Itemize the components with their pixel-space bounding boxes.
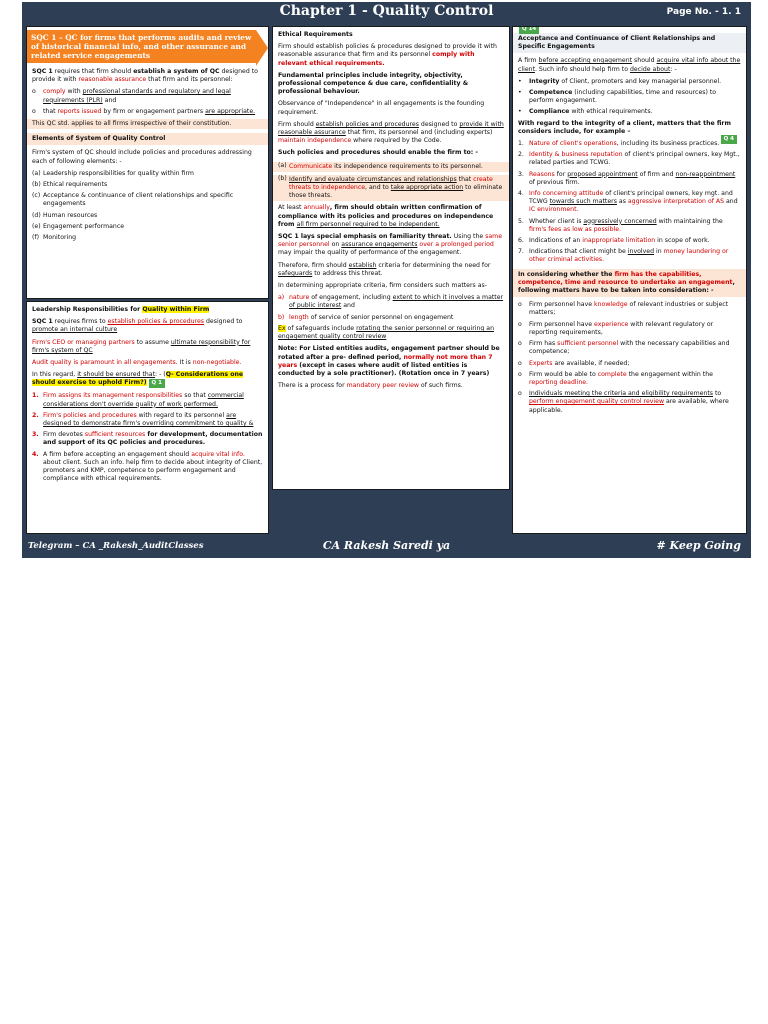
list-text: Compliance (529, 108, 570, 116)
ethical-p3: Observance of "Independence" in all engagements is the founding requirement. (278, 100, 485, 116)
list-text: Firm assigns its management responsibilities (43, 392, 183, 400)
list-item: o that reports issued by firm or engagement partners are appropriate. (32, 107, 256, 115)
sqc1-banner: SQC 1 – QC for firms that performs audits and review of historical financial info, and other assurance and related service engagements (27, 30, 256, 63)
list-text: Competence (529, 89, 573, 97)
list-marker: 1. (32, 392, 39, 400)
ethical-p6: At least annually, firm should obtain written confirmation of compliance with its policies and procedures on independence from all firm personnel required to be independent. (278, 204, 494, 228)
list-item: 2. Identity & business reputation of client's principal owners, key Mgt., related parties and TCWG. (518, 151, 740, 167)
ethical-p4: Firm should establish policies and procedures designed to provide it with reasonable assurance that firm, its personnel and (including experts) maintain independence where required by the Code. (278, 120, 504, 145)
list-item: 7. Indications that client might be involved in money laundering or other criminal activities. (518, 248, 729, 264)
ethical-p5: Such policies and procedures should enable the firm to: - (278, 149, 478, 157)
list-item: 6. Indications of an inappropriate limitation in scope of work. (518, 237, 710, 245)
bullet-marker: • (518, 77, 522, 85)
bullet-marker: • (518, 108, 522, 116)
page-number: Page No. - 1. 1 (666, 7, 741, 17)
ethical-p8: Therefore, firm should establish criteria for determining the need for safeguards to address this threat. (278, 261, 491, 277)
footer-motto: # Keep Going (656, 539, 741, 552)
list-marker: (f) (32, 234, 40, 242)
list-item: b) length of service of senior personnel on engagement (278, 313, 454, 321)
list-text: A firm before accepting an engagement should (43, 450, 192, 458)
sqc1-intro: SQC 1 requires that firm should establish a system of QC designed to provide it with reasonable assurance that firm and its personnel: (32, 68, 258, 84)
q1-badge: Q 1 (149, 379, 165, 388)
page-header (22, 2, 751, 24)
acceptance-title: Acceptance and Continuance of Client Relationships and Specific Engagements (513, 33, 746, 53)
elements-title: Elements of System of Quality Control (27, 133, 268, 145)
list-marker: 4. (32, 450, 39, 458)
list-item (32, 170, 263, 178)
chapter-title: Chapter 1 - Quality Control (279, 3, 494, 19)
leadership-p2: Firm's CEO or managing partners to assume ultimate responsibility for firm's system of QC (32, 338, 251, 354)
leadership-p3: Audit quality is paramount in all engagements. It is non-negotiable. (32, 359, 242, 367)
list-text: Human resources (43, 211, 98, 219)
list-text: commercial considerations don't override quality of work performed. (43, 392, 244, 408)
list-item (32, 234, 263, 242)
ethical-p11: Note: For Listed entities audits, engagement partner should be rotated after a pre- defined period, normally not more than 7 years (except in cases where audit of listed entities is conducted by a sole practitioner). (Rotation once in 7 years) (278, 345, 500, 377)
list-item: (b) Identify and evaluate circumstances and relationships that create threats to independence, and to take appropriate action to eliminate those threats. (273, 175, 509, 202)
list-text: Monitoring (43, 234, 77, 242)
list-text: Engagement performance (43, 222, 125, 230)
ethical-title: Ethical Requirements (278, 31, 353, 38)
list-text: Leadership responsibilities for quality within firm (43, 169, 194, 177)
list-item (518, 89, 741, 105)
list-marker: 2. (32, 411, 39, 419)
list-item (518, 108, 741, 116)
list-item: o Firm personnel have knowledge of relevant industries or subject matters; (518, 301, 729, 317)
ethical-panel (272, 26, 510, 490)
leadership-p1: SQC 1 requires firms to establish policies & procedures designed to promote an internal culture (32, 318, 243, 334)
list-text: with regard to its personnel (136, 411, 227, 419)
list-text: about client. Such an info. help firm to decide about integrity of Client, promoters and KMP, competence to perform engagement and compliance with ethical requirements. (43, 458, 263, 483)
list-marker: (b) (32, 181, 41, 189)
elements-list (27, 170, 268, 242)
ethical-p2: Fundamental principles include integrity, objectivity, professional competence & due care, confidentiality & professional behaviour. (278, 71, 469, 96)
bullet-marker: • (518, 89, 522, 97)
list-item: 1. Nature of client's operations, including its business practices. (518, 140, 720, 148)
list-text: sufficient resources (84, 431, 146, 439)
applies-note: This QC std. applies to all firms irrespective of their constitution. (27, 119, 268, 129)
list-text: (including capabilities, time and resources) to perform engagement. (529, 89, 717, 105)
q14-badge: Q 14 (519, 26, 539, 34)
list-item: o Firm personnel have experience with relevant regulatory or reporting requirements, (518, 320, 714, 336)
list-item: a) nature of engagement, including extent to which it involves a matter of public interest and (278, 294, 504, 310)
list-text: so that (182, 392, 208, 400)
list-text: Acceptance & continuance of client relationships and specific engagements (43, 192, 234, 208)
list-item (32, 431, 263, 447)
page-footer (22, 537, 751, 557)
list-text: Ethical requirements (43, 181, 108, 189)
list-marker: 3. (32, 431, 39, 439)
ethical-p9: In determining appropriate criteria, firm considers such matters as- (278, 282, 487, 290)
list-text: are designed to demonstrate firm's overriding commitment to quality & (43, 411, 254, 428)
list-text: Firm's policies and procedures (43, 411, 137, 419)
list-item: o Individuals meeting the criteria and eligibility requirements to perform engagement quality control review are available, where applicable. (518, 390, 729, 414)
list-item: o comply with professional standards and regulatory and legal requirements (PLR) and (32, 88, 231, 104)
list-item (32, 223, 263, 231)
list-item (32, 451, 263, 484)
ethical-p12: There is a process for mandatory peer review of such firms. (278, 382, 463, 390)
list-item (32, 192, 263, 208)
list-item: 4. Info concerning attitude of client's principal owners, key mgt. and TCWG towards such matters as aggressive interpretation of AS and IC environment. (518, 190, 738, 214)
list-marker: (e) (32, 222, 41, 230)
list-item: o Firm would be able to complete the engagement within the reporting deadline. (518, 370, 713, 386)
acceptance-p1: A firm before accepting engagement should acquire vital info about the client. Such info should help firm to decide about: - (518, 57, 741, 73)
list-item (32, 412, 263, 428)
list-text: for development, documentation and support of its QC policies and procedures. (43, 431, 263, 447)
list-item (32, 212, 263, 220)
list-item (32, 181, 263, 189)
integrity-intro: With regard to the integrity of a client, matters that the firm considers include, for example – Q 4 (518, 120, 741, 136)
list-text: Integrity (529, 77, 560, 85)
q4-badge: Q 4 (721, 135, 737, 144)
list-item: (a) Communicate its independence requirements to its personnel. (273, 162, 509, 172)
sqc1-panel (26, 26, 269, 299)
list-item (32, 392, 263, 408)
list-marker: (d) (32, 211, 41, 219)
list-item: o Firm has sufficient personnel with the necessary capabilities and competence; (518, 340, 730, 356)
ethical-p1: Firm should establish policies & procedures designed to provide it with reasonable assurance that firm and its personnel comply with relevant ethical requirements. (278, 43, 497, 67)
footer-telegram: Telegram – CA _Rakesh_AuditClasses (28, 541, 204, 551)
leadership-title: Leadership Responsibilities for Quality within Firm (32, 306, 210, 313)
list-text: acquire vital info. (191, 450, 245, 458)
leadership-panel (26, 301, 269, 534)
list-item: 3. Reasons for proposed appointment of firm and non-reappointment of previous firm. (518, 170, 736, 186)
list-text: Firm devotes (43, 431, 85, 439)
list-item: o Experts are available, if needed; (518, 359, 630, 367)
capabilities-intro: In considering whether the firm has the capabilities, competence, time and resource to undertake an engagement, following matters have to be taken into consideration: - (513, 269, 746, 298)
elements-intro: Firm's system of QC should include policies and procedures addressing each of following elements: - (32, 149, 252, 165)
acceptance-panel (512, 26, 747, 534)
ethical-p10: Ex of safeguards include rotating the senior personnel or requiring an engagement quality control review (278, 324, 495, 341)
list-item: 5. Whether client is aggressively concerned with maintaining the firm's fees as low as possible. (518, 217, 723, 233)
list-marker: (c) (32, 192, 41, 200)
list-item (518, 78, 741, 86)
list-text: of Client, promoters and key managerial personnel. (559, 77, 722, 85)
list-text: with ethical requirements. (569, 108, 653, 116)
acceptance-bullets (513, 78, 746, 117)
leadership-list (27, 392, 268, 483)
list-marker: (a) (32, 169, 41, 177)
footer-author: CA Rakesh Saredi ya (322, 539, 451, 552)
notes-sheet (22, 2, 751, 558)
leadership-p4: In this regard, it should be ensured that: - (Q- Considerations one should exercise to uphold Firm?) Q 1 (32, 371, 244, 387)
ethical-p7: SQC 1 lays special emphasis on familiarity threat. Using the same senior personnel on assurance engagements over a prolonged period may impair the quality of performance of the engagement. (278, 233, 503, 257)
